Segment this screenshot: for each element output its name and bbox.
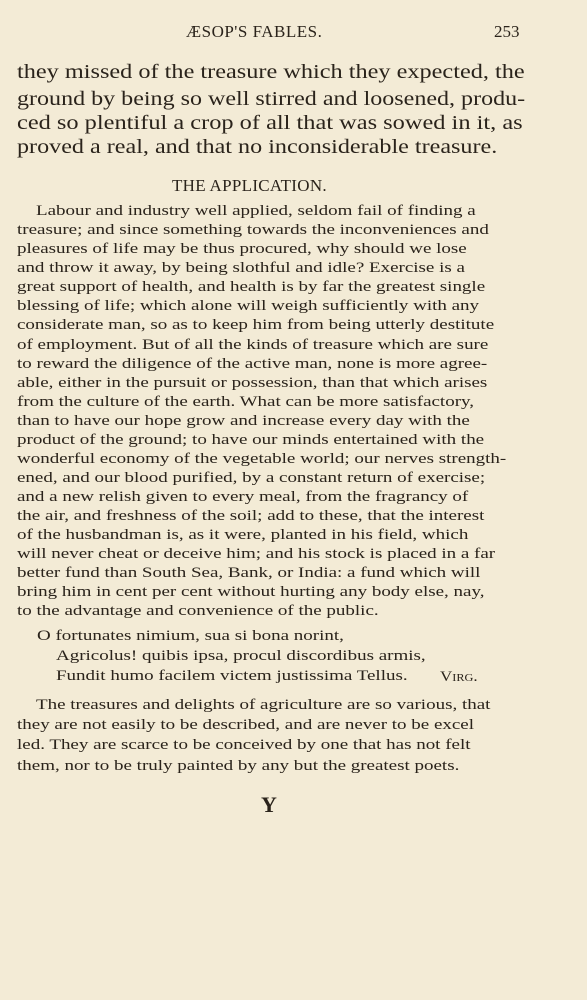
text-line: of employment. But of all the kinds of treasure which are sure: [17, 336, 489, 353]
text-line: of the husbandman is, as it were, planted in his field, which: [17, 526, 469, 543]
text-line: they missed of the treasure which they expected, the: [17, 62, 525, 83]
text-line: them, nor to be truly painted by any but the greatest poets.: [17, 757, 460, 774]
section-heading: THE APPLICATION.: [172, 176, 327, 195]
verse-line: Agricolus! quibis ipsa, procul discordibus armis,: [56, 647, 426, 664]
text-line: able, either in the pursuit or possession, than that which arises: [17, 374, 488, 391]
text-line: and a new relish given to every meal, from the fragrancy of: [17, 488, 469, 505]
text-line: product of the ground; to have our minds entertained with the: [17, 431, 485, 448]
text-line: treasure; and since something towards the inconveniences and: [17, 221, 489, 238]
text-line: bring him in cent per cent without hurting any body else, nay,: [17, 583, 485, 600]
text-line: will never cheat or deceive him; and his stock is placed in a far: [17, 545, 496, 562]
text-line: from the culture of the earth. What can be more satisfactory,: [17, 393, 475, 410]
page-number: 253: [494, 22, 520, 41]
text-line: better fund than South Sea, Bank, or India: a fund which will: [17, 564, 481, 581]
running-title: ÆSOP'S FABLES.: [186, 22, 323, 41]
verse-line: O fortunates nimium, sua si bona norint,: [37, 627, 344, 644]
text-line: The treasures and delights of agriculture are so various, that: [36, 696, 491, 713]
text-line: than to have our hope grow and increase every day with the: [17, 412, 470, 429]
running-head: [0, 22, 587, 46]
text-line: ened, and our blood purified, by a constant return of exercise;: [17, 469, 486, 486]
text-line: Labour and industry well applied, seldom fail of finding a: [36, 202, 476, 219]
signature-mark: Y: [261, 792, 277, 817]
verse-attribution: Virg.: [440, 668, 478, 685]
text-line: led. They are scarce to be conceived by one that has not felt: [17, 736, 471, 753]
text-line: pleasures of life may be thus procured, why should we lose: [17, 240, 467, 257]
text-line: ground by being so well stirred and loosened, produ-: [17, 89, 526, 110]
text-line: to reward the diligence of the active man, none is more agree-: [17, 355, 488, 372]
text-line: ced so plentiful a crop of all that was sowed in it, as: [17, 113, 523, 134]
text-line: and throw it away, by being slothful and idle? Exercise is a: [17, 259, 465, 276]
text-line: they are not easily to be described, and are never to be excel: [17, 716, 475, 733]
text-line: proved a real, and that no inconsiderable treasure.: [17, 137, 498, 158]
text-line: the air, and freshness of the soil; add to these, that the interest: [17, 507, 485, 524]
text-line: great support of health, and health is by far the greatest single: [17, 278, 486, 295]
text-line: to the advantage and convenience of the public.: [17, 602, 379, 619]
text-line: considerate man, so as to keep him from being utterly destitute: [17, 316, 495, 333]
text-line: blessing of life; which alone will weigh sufficiently with any: [17, 297, 480, 314]
text-line: wonderful economy of the vegetable world; our nerves strength-: [17, 450, 507, 467]
verse-line: Fundit humo facilem victem justissima Tellus.: [56, 667, 408, 684]
